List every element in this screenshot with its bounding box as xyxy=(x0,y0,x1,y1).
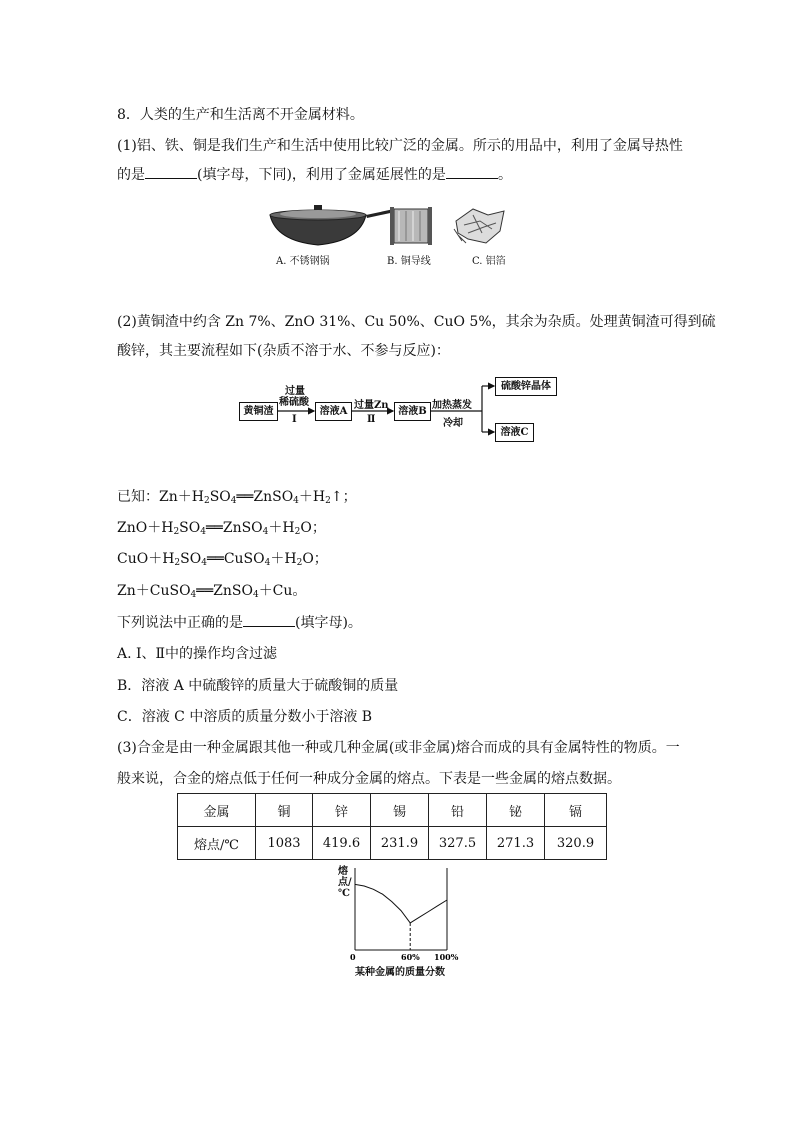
flow-step1-top2: 稀硫酸 xyxy=(279,397,309,408)
melting-point-chart xyxy=(330,864,470,964)
equation-4: Zn＋CuSO$_4$══ZnSO$_4$＋Cu。 xyxy=(117,583,307,600)
part3-line2: 般来说，合金的熔点低于任何一种成分金属的熔点。下表是一些金属的熔点数据。 xyxy=(117,771,621,787)
melting-point-table xyxy=(177,793,607,860)
part1-text-c: 。 xyxy=(497,167,512,183)
table-cell: 419.6 xyxy=(313,827,371,860)
wok-image xyxy=(270,205,395,245)
table-cell: 320.9 xyxy=(545,827,607,860)
flow-raw-box: 黄铜渣 xyxy=(239,402,278,421)
equation-2: $ZnO+H_2SO_4══ZnSO_4+H_2O$； xyxy=(117,520,326,537)
table-cell: 熔点/℃ xyxy=(178,827,256,860)
flow-step2-top: 过量Zn xyxy=(354,400,389,411)
options-question-b: (填字母)。 xyxy=(295,615,362,631)
flow-solution-c-box: 溶液C xyxy=(495,423,534,442)
table-header-row xyxy=(178,794,607,827)
options-question-a: 下列说法中正确的是 xyxy=(117,615,243,631)
flow-step3-top: 加热蒸发 xyxy=(432,400,472,411)
product-illustrations xyxy=(268,203,508,251)
part2-line2: 酸锌，其主要流程如下(杂质不溶于水、不参与反应)： xyxy=(117,343,450,359)
copper-wire-spool-image xyxy=(390,207,432,245)
part1-line1: (1)铝、铁、铜是我们生产和生活中使用比较广泛的金属。所示的用品中，利用了金属导热性 xyxy=(117,138,683,154)
chart-xlabel: 某种金属的质量分数 xyxy=(355,967,445,978)
table-cell: 金属 xyxy=(178,794,256,827)
table-cell: 锡 xyxy=(371,794,429,827)
equation-1: 已知：$Zn+H_2SO_4══ZnSO_4+H_2↑$； xyxy=(117,489,357,506)
caption-a: A. 不锈钢锅 xyxy=(276,256,330,267)
part1-text-a: 的是 xyxy=(117,167,145,183)
flow-step2-bottom: Ⅱ xyxy=(367,414,376,425)
flow-step3-bottom: 冷却 xyxy=(443,418,463,429)
answer-blank-1[interactable] xyxy=(145,165,197,179)
flow-arrows xyxy=(230,370,570,450)
flow-product-box: 硫酸锌晶体 xyxy=(495,377,557,396)
part3-line1: (3)合金是由一种金属跟其他一种或几种金属(或非金属)熔合而成的具有金属特性的物质。一 xyxy=(117,740,680,756)
flow-step1-top1: 过量 xyxy=(285,386,305,397)
part1-text-b: (填字母，下同)，利用了金属延展性的是 xyxy=(197,167,446,183)
answer-blank-2[interactable] xyxy=(446,165,498,179)
table-cell: 1083 xyxy=(256,827,313,860)
table-cell: 铋 xyxy=(487,794,545,827)
table-cell: 锌 xyxy=(313,794,371,827)
table-cell: 327.5 xyxy=(429,827,487,860)
flow-solution-b-box: 溶液B xyxy=(394,402,431,421)
option-a: A. Ⅰ、Ⅱ中的操作均含过滤 xyxy=(117,646,278,662)
chart-tick-0: 0 xyxy=(350,952,356,962)
flow-solution-a-box: 溶液A xyxy=(315,402,352,421)
part1-line2 xyxy=(117,165,512,184)
known-label: 已知： xyxy=(117,489,159,505)
table-cell: 271.3 xyxy=(487,827,545,860)
chart-series-line xyxy=(355,884,447,923)
caption-c: C. 铝箔 xyxy=(472,256,506,267)
chart-tick-100: 100% xyxy=(434,952,459,962)
question-title: 8．人类的生产和生活离不开金属材料。 xyxy=(117,107,364,123)
part2-line1: (2)黄铜渣中约含 Zn 7%、ZnO 31%、Cu 50%、CuO 5%，其余为杂质。处理黄铜渣可得到硫 xyxy=(117,314,716,330)
flow-step1-bottom: Ⅰ xyxy=(292,414,297,425)
option-b: B．溶液 A 中硫酸锌的质量大于硫酸铜的质量 xyxy=(117,678,399,694)
table-row xyxy=(178,827,607,860)
option-c: C．溶液 C 中溶质的质量分数小于溶液 B xyxy=(117,709,373,725)
options-question xyxy=(117,613,362,632)
table-cell: 铜 xyxy=(256,794,313,827)
aluminum-foil-image xyxy=(454,209,504,243)
table-cell: 镉 xyxy=(545,794,607,827)
answer-blank-3[interactable] xyxy=(243,613,295,627)
table-cell: 231.9 xyxy=(371,827,429,860)
table-cell: 铅 xyxy=(429,794,487,827)
chart-ylabel: 熔点/℃ xyxy=(338,866,352,899)
chart-tick-60: 60% xyxy=(401,952,420,962)
equation-3: $CuO+H_2SO_4══CuSO_4+H_2O$； xyxy=(117,551,328,568)
caption-b: B. 铜导线 xyxy=(387,256,431,267)
